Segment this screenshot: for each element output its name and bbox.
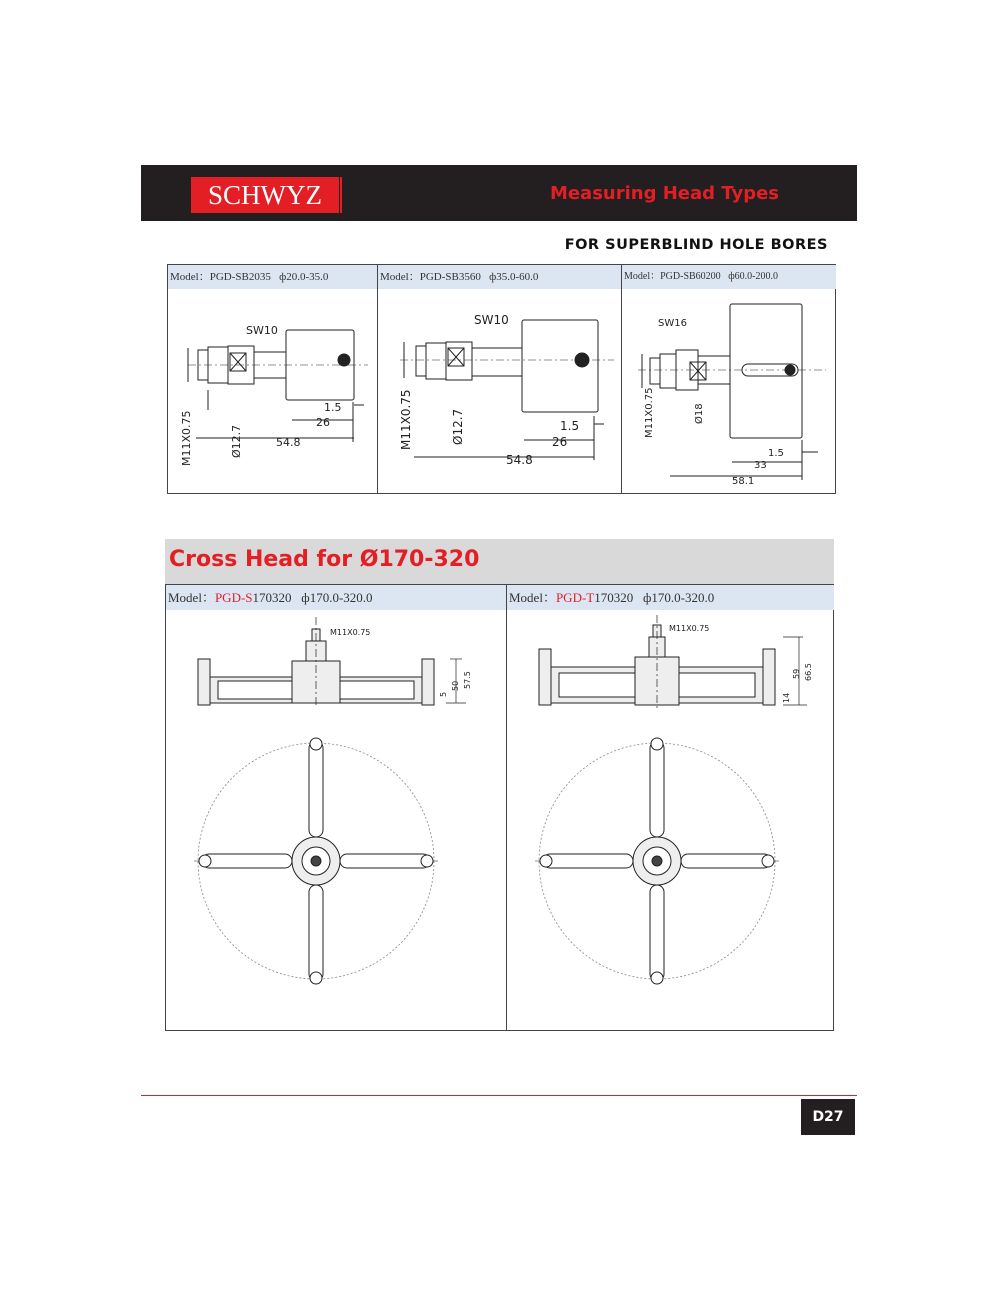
footer-divider — [141, 1095, 857, 1096]
cross-head-bar — [165, 539, 834, 584]
model-label: Model：PGD-T170320 ф170.0-320.0 — [507, 585, 834, 610]
wrench-label: SW10 — [246, 324, 278, 337]
logo-divider — [340, 177, 342, 213]
superblind-cell-3 — [621, 265, 836, 493]
wrench-label: SW16 — [658, 318, 687, 329]
page-number: D27 — [801, 1099, 855, 1135]
sb3560-drawing — [378, 290, 622, 495]
cross-head-table — [165, 584, 834, 1031]
cross-cell-s — [166, 585, 506, 1030]
dim-h3: 57.5 — [463, 671, 472, 689]
cross-head-title: Cross Head for Ø170-320 — [169, 547, 480, 572]
diameter-label: Ø18 — [694, 403, 705, 424]
thread-label: M11X0.75 — [669, 624, 710, 633]
superblind-cell-1 — [168, 265, 377, 493]
dim-h3: 66.5 — [804, 663, 813, 681]
dim-3: 54.8 — [276, 436, 301, 449]
dim-h1: 5 — [439, 691, 448, 697]
superblind-table — [167, 264, 836, 494]
superblind-cell-2 — [377, 265, 622, 493]
dim-2: 33 — [754, 460, 767, 471]
wrench-label: SW10 — [474, 313, 509, 327]
sb2035-drawing — [168, 290, 377, 495]
dim-1: 1.5 — [768, 448, 784, 459]
model-label: Model：PGD-SB2035 ф20.0-35.0 — [168, 265, 377, 289]
thread-label: M11X0.75 — [180, 410, 193, 466]
model-label: Model：PGD-SB3560 ф35.0-60.0 — [378, 265, 622, 289]
model-label: Model：PGD-SB60200 ф60.0-200.0 — [622, 265, 836, 289]
section-subtitle: FOR SUPERBLIND HOLE BORES — [564, 237, 828, 253]
dim-3: 54.8 — [506, 453, 533, 467]
dim-1: 1.5 — [324, 401, 342, 414]
dim-h2: 50 — [451, 680, 460, 691]
dim-2: 26 — [316, 416, 330, 429]
thread-label: M11X0.75 — [644, 387, 655, 438]
brand-logo: SCHWYZ — [191, 177, 339, 213]
dim-1: 1.5 — [560, 419, 580, 433]
page-header — [141, 165, 857, 221]
dim-h1: 14 — [782, 692, 791, 703]
header-title: Measuring Head Types — [549, 183, 779, 204]
sb60200-drawing — [622, 290, 836, 495]
pgd-t-drawing — [507, 611, 834, 1031]
diameter-label: Ø12.7 — [230, 424, 243, 458]
model-label: Model：PGD-S170320 ф170.0-320.0 — [166, 585, 506, 610]
dim-h2: 59 — [792, 668, 801, 679]
dim-2: 26 — [552, 435, 568, 449]
thread-label: M11X0.75 — [330, 628, 371, 637]
cross-cell-t — [506, 585, 834, 1030]
thread-label: M11X0.75 — [399, 389, 413, 450]
dim-3: 58.1 — [732, 476, 755, 487]
diameter-label: Ø12.7 — [451, 408, 465, 445]
pgd-s-drawing — [166, 611, 506, 1031]
